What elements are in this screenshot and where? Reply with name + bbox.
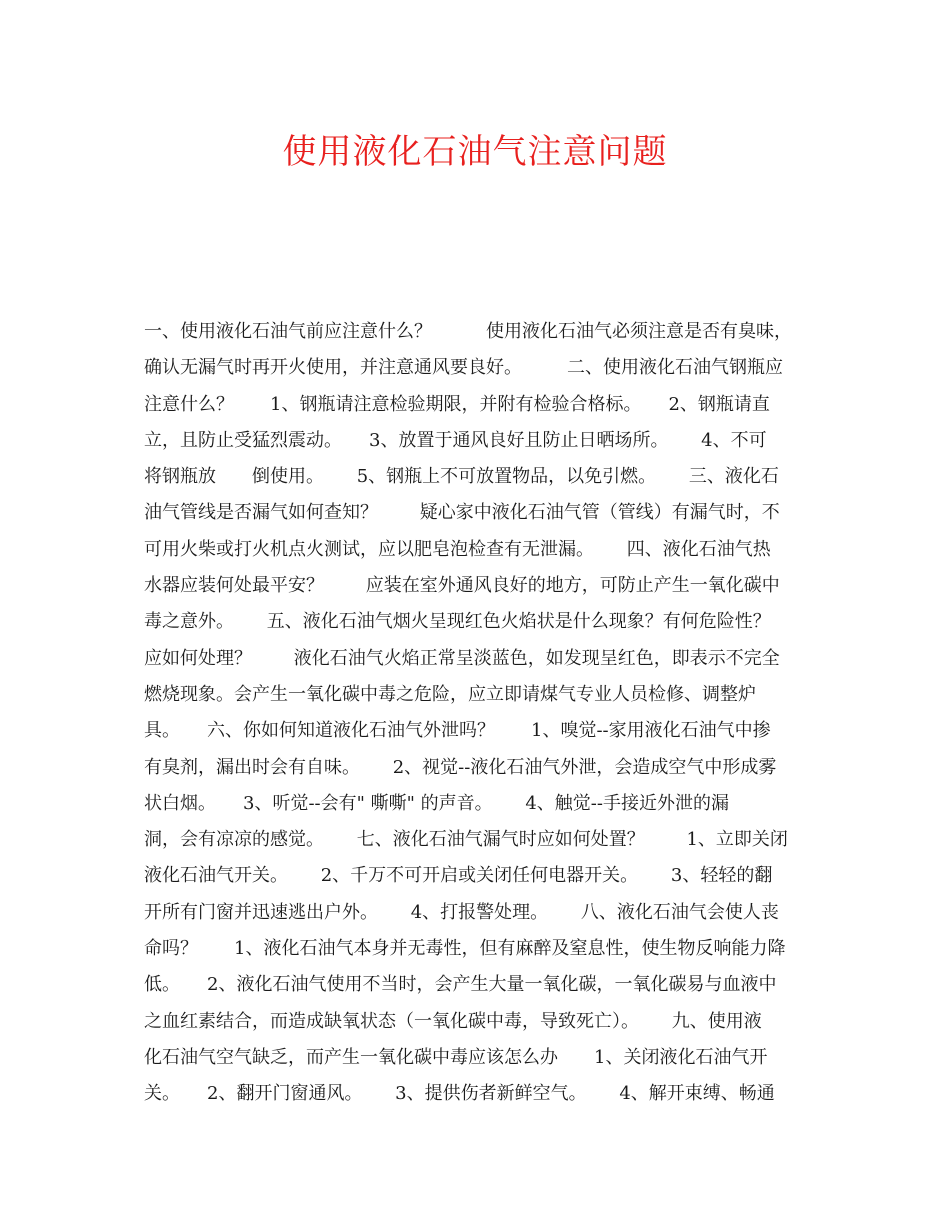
body-line: 状白烟。 3、听觉--会有" 嘶嘶" 的声音。 4、触觉--手接近外泄的漏 bbox=[144, 792, 729, 814]
body-line: 命吗？ 1、液化石油气本身并无毒性，但有麻醉及窒息性，使生物反响能力降 bbox=[144, 938, 786, 960]
body-line: 低。 2、液化石油气使用不当时，会产生大量一氧化碳，一氧化碳易与血液中 bbox=[144, 974, 777, 996]
body-line: 可用火柴或打火机点火测试，应以肥皂泡检查有无泄漏。 四、液化石油气热 bbox=[144, 538, 771, 560]
body-line: 将钢瓶放 倒使用。 5、钢瓶上不可放置物品，以免引燃。 三、液化石 bbox=[144, 466, 779, 488]
body-line: 开所有门窗并迅速逃出户外。 4、打报警处理。 八、液化石油气会使人丧 bbox=[144, 901, 779, 923]
document-title: 使用液化石油气注意问题 bbox=[282, 132, 668, 172]
body-line: 一、使用液化石油气前应注意什么？ 使用液化石油气必须注意是否有臭味， bbox=[144, 321, 792, 342]
body-line: 确认无漏气时再开火使用，并注意通风要良好。 二、使用液化石油气钢瓶应 bbox=[144, 357, 783, 379]
body-line: 化石油气空气缺乏，而产生一氧化碳中毒应该怎么办 1、关闭液化石油气开 bbox=[144, 1046, 768, 1068]
body-line: 液化石油气开关。 2、千万不可开启或关闭任何电器开关。 3、轻轻的翻 bbox=[144, 865, 773, 887]
body-line: 毒之意外。 五、液化石油气烟火呈现红色火焰状是什么现象？有何危险性？ bbox=[144, 611, 771, 633]
body-line: 洞，会有凉凉的感觉。 七、液化石油气漏气时应如何处置？ 1、立即关闭 bbox=[144, 829, 788, 851]
body-line: 之血红素结合，而造成缺氧状态（一氧化碳中毒，导致死亡）。 九、使用液 bbox=[144, 1010, 762, 1032]
body-line: 注意什么？ 1、钢瓶请注意检验期限，并附有检验合格标。 2、钢瓶请直 bbox=[144, 393, 770, 415]
body-line: 油气管线是否漏气如何查知？ 疑心家中液化石油气管（管线）有漏气时，不 bbox=[144, 502, 780, 524]
body-line: 关。 2、翻开门窗通风。 3、提供伤者新鲜空气。 4、解开束缚、畅通 bbox=[144, 1083, 775, 1105]
body-line: 应如何处理？ 液化石油气火焰正常呈淡蓝色，如发现呈红色，即表示不完全 bbox=[144, 647, 780, 669]
body-line: 有臭剂，漏出时会有自味。 2、视觉--液化石油气外泄，会造成空气中形成雾 bbox=[144, 756, 777, 778]
body-line: 具。 六、你如何知道液化石油气外泄吗？ 1、嗅觉--家用液化石油气中掺 bbox=[144, 720, 771, 742]
body-line: 立，且防止受猛烈震动。 3、放置于通风良好且防止日晒场所。 4、不可 bbox=[144, 429, 767, 451]
body-line: 燃烧现象。会产生一氧化碳中毒之危险，应立即请煤气专业人员检修、调整炉 bbox=[144, 683, 756, 705]
body-line: 水器应装何处最平安？ 应装在室外通风良好的地方，可防止产生一氧化碳中 bbox=[144, 575, 780, 597]
document-body bbox=[144, 314, 808, 1113]
